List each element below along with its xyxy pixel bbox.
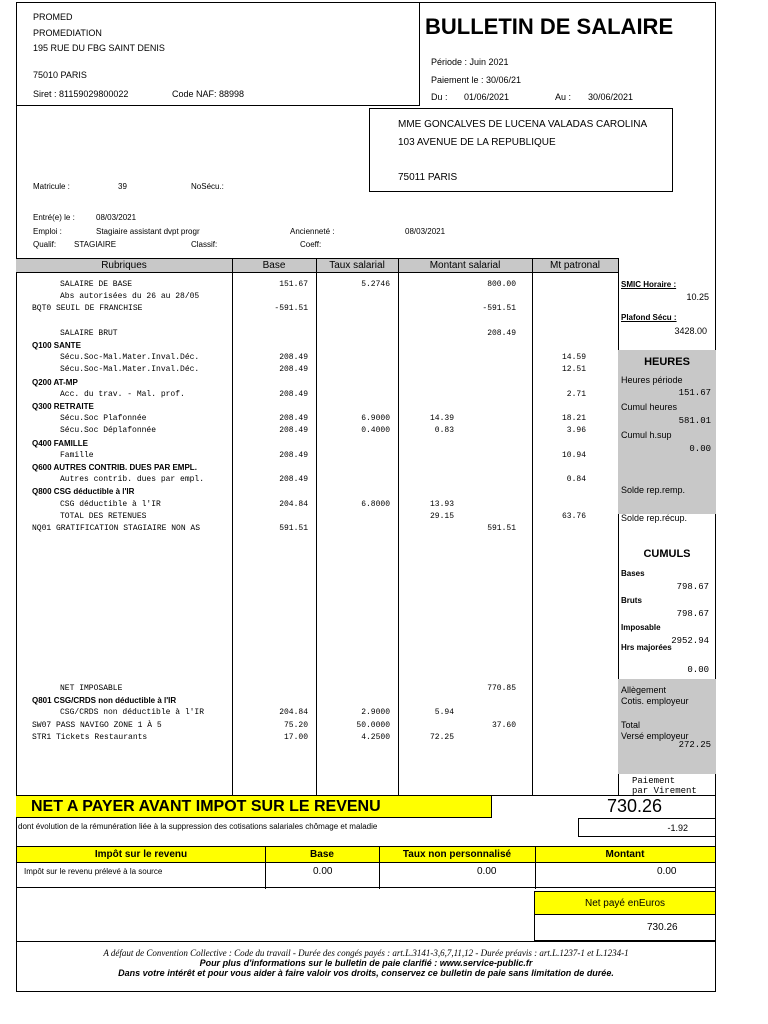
cumul-hsup-value: 0.00 xyxy=(689,444,711,454)
row-label: Q600 AUTRES CONTRIB. DUES PAR EMPL. xyxy=(32,463,197,472)
table-row xyxy=(16,390,618,402)
col-header-patronal: Mt patronal xyxy=(549,260,601,271)
row-taux: 5.2746 xyxy=(361,280,390,289)
row-label: STR1 Tickets Restaurants xyxy=(32,732,148,742)
table-row xyxy=(16,512,618,524)
employee-address-box xyxy=(369,108,673,192)
table-row xyxy=(16,378,618,390)
emploi-value: Stagiaire assistant dvpt progr xyxy=(96,227,200,236)
employee-city: 75011 PARIS xyxy=(398,172,458,183)
impot-taux: 0.00 xyxy=(477,866,497,877)
table-row xyxy=(16,317,618,329)
entree-value: 08/03/2021 xyxy=(96,213,137,222)
au-value: 30/06/2021 xyxy=(588,92,634,102)
row-label: Sécu.Soc-Mal.Mater.Inval.Déc. xyxy=(60,353,200,363)
row-base: 75.20 xyxy=(283,720,308,730)
employer-address: 195 RUE DU FBG SAINT DENIS xyxy=(33,43,165,53)
table-row xyxy=(16,353,618,365)
table-row xyxy=(16,451,618,463)
col-header-montant: Montant salarial xyxy=(429,260,501,271)
row-montant: 5.94 xyxy=(434,708,454,718)
row-base: 204.84 xyxy=(279,708,308,718)
employee-address: 103 AVENUE DE LA REPUBLIQUE xyxy=(398,137,556,148)
bulletin-header xyxy=(420,2,716,106)
footer-info: Pour plus d'informations sur le bulletin de paie clarifié : www.service-public.fr xyxy=(199,958,533,968)
table-row xyxy=(16,500,618,512)
footer-legal: A défaut de Convention Collective : Code du travail - Durée des congés payés : art.L.3141-3,6,7,11,12 - Durée préavis : art.L.1237-1 et L.1234-1 xyxy=(103,948,629,958)
row-taux: 6.9000 xyxy=(361,414,390,424)
row-label: Q300 RETRAITE xyxy=(32,402,94,411)
row-base: 208.49 xyxy=(279,353,308,363)
table-row xyxy=(16,365,618,377)
row-label: Famille xyxy=(60,450,94,460)
col-header-rubriques: Rubriques xyxy=(101,260,147,271)
impot-montant: 0.00 xyxy=(657,866,677,877)
anciennete-label: Ancienneté : xyxy=(290,227,335,236)
solde-remp-label: Solde rep.remp. xyxy=(621,485,686,495)
row-label: Q801 CSG/CRDS non déductible à l'IR xyxy=(32,696,177,706)
row-base: 591.51 xyxy=(279,524,308,533)
solde-recup-label: Solde rep.récup. xyxy=(621,513,688,523)
heures-title: HEURES xyxy=(644,356,690,368)
table-row xyxy=(16,341,618,353)
row-montant: 208.49 xyxy=(487,328,516,338)
row-taux: 2.9000 xyxy=(361,708,390,718)
employer-siret: Siret : 81159029800022 xyxy=(33,89,129,99)
row-patronal: 18.21 xyxy=(561,414,586,424)
row-base: 208.49 xyxy=(279,414,308,424)
row-taux: 50.0000 xyxy=(356,720,390,730)
row-base: 208.49 xyxy=(279,389,308,399)
imposable-value: 2952.94 xyxy=(671,636,709,646)
table-row xyxy=(16,696,618,708)
impot-base: 0.00 xyxy=(313,866,333,877)
row-label: NET IMPOSABLE xyxy=(60,684,123,693)
allegement-label: Allègement Cotis. employeur xyxy=(621,685,689,706)
evolution-label: dont évolution de la rémunération liée à la suppression des cotisations salariales chômage et maladie xyxy=(18,822,378,831)
row-label: Sécu.Soc Déplafonnée xyxy=(60,426,157,436)
main-table xyxy=(16,258,618,795)
periode: Période : Juin 2021 xyxy=(431,57,509,67)
row-label: Q100 SANTE xyxy=(32,341,81,350)
cumul-hsup-label: Cumul h.sup xyxy=(621,430,672,440)
impot-col-taux: Taux non personnalisé xyxy=(402,849,512,860)
smic-value: 10.25 xyxy=(686,292,709,302)
impot-col-base: Base xyxy=(310,849,334,860)
impot-col-label: Impôt sur le revenu xyxy=(94,849,188,860)
net-label-box xyxy=(16,796,492,818)
table-row xyxy=(16,475,618,487)
heures-periode-value: 151.67 xyxy=(678,388,711,398)
table-row xyxy=(16,304,618,316)
classif-label: Classif: xyxy=(191,240,218,249)
row-patronal: 14.59 xyxy=(561,353,586,363)
emploi-label: Emploi : xyxy=(33,227,62,236)
table-row xyxy=(16,426,618,438)
row-label: NQ01 GRATIFICATION STAGIAIRE NON AS xyxy=(32,524,201,533)
row-taux: 0.4000 xyxy=(361,426,390,436)
row-taux: 4.2500 xyxy=(361,732,390,742)
row-label: Sécu.Soc Plafonnée xyxy=(60,414,147,424)
row-base: -591.51 xyxy=(274,304,308,314)
row-label: Autres contrib. dues par empl. xyxy=(60,475,205,485)
bruts-label: Bruts xyxy=(621,596,642,605)
row-label: Sécu.Soc-Mal.Mater.Inval.Déc. xyxy=(60,365,200,375)
evolution-value: -1.92 xyxy=(667,823,688,833)
total-verse-label: Total Versé employeur xyxy=(621,720,689,741)
row-label: TOTAL DES RETENUES xyxy=(60,511,147,521)
row-montant: 0.83 xyxy=(434,426,454,436)
table-row xyxy=(16,487,618,499)
row-label: Q800 CSG déductible à l'IR xyxy=(32,487,135,497)
row-montant: 29.15 xyxy=(429,511,454,521)
net-paye-label: Net payé enEuros xyxy=(584,898,666,909)
row-patronal: 0.84 xyxy=(566,475,586,485)
row-base: 17.00 xyxy=(283,732,308,742)
impot-row-label: Impôt sur le revenu prélevé à la source xyxy=(24,867,163,876)
row-label: SALAIRE DE BASE xyxy=(60,280,133,289)
employee-name: MME GONCALVES DE LUCENA VALADAS CAROLINA xyxy=(398,119,648,130)
table-row xyxy=(16,463,618,475)
cumul-heures-label: Cumul heures xyxy=(621,402,678,412)
plafond-label: Plafond Sécu : xyxy=(621,313,677,322)
bases-label: Bases xyxy=(621,569,645,578)
row-montant: 37.60 xyxy=(491,720,516,730)
row-label: CSG/CRDS non déductible à l'IR xyxy=(60,708,205,718)
coeff-label: Coeff: xyxy=(300,240,322,249)
table-row xyxy=(16,402,618,414)
net-value: 730.26 xyxy=(606,796,662,816)
row-patronal: 10.94 xyxy=(561,450,586,460)
row-base: 208.49 xyxy=(279,426,308,436)
anciennete-value: 08/03/2021 xyxy=(405,227,446,236)
matricule-value: 39 xyxy=(118,182,127,191)
evolution-value-box xyxy=(578,818,716,837)
heures-periode-label: Heures période xyxy=(621,375,683,385)
row-montant: 72.25 xyxy=(429,732,454,742)
imposable-label: Imposable xyxy=(621,623,661,632)
employer-name-2: PROMEDIATION xyxy=(33,28,102,38)
impot-col-montant: Montant xyxy=(605,849,645,860)
matricule-label: Matricule : xyxy=(33,182,70,191)
net-paye-value: 730.26 xyxy=(647,922,678,933)
net-paye-box xyxy=(534,891,716,941)
net-label: NET A PAYER AVANT IMPOT SUR LE REVENU xyxy=(31,798,381,815)
hrs-maj-value: 0.00 xyxy=(687,665,709,675)
col-header-taux: Taux salarial xyxy=(329,260,385,271)
employer-naf: Code NAF: 88998 xyxy=(172,89,245,99)
col-header-base: Base xyxy=(262,260,286,271)
row-patronal: 63.76 xyxy=(561,511,586,521)
row-label: SW07 PASS NAVIGO ZONE 1 À 5 xyxy=(32,720,162,730)
total-verse-value: 272.25 xyxy=(678,740,711,750)
row-label: Q400 FAMILLE xyxy=(32,438,89,448)
employer-name: PROMED xyxy=(33,12,73,22)
row-base: 208.49 xyxy=(279,365,308,375)
row-label: Acc. du trav. - Mal. prof. xyxy=(60,389,185,399)
impot-table xyxy=(16,846,716,888)
employer-block xyxy=(16,2,420,106)
row-label: BQT0 SEUIL DE FRANCHISE xyxy=(32,304,143,314)
cumul-heures-value: 581.01 xyxy=(678,416,711,426)
footer-conserve: Dans votre intérêt et pour vous aider à faire valoir vos droits, conservez ce bulletin de paie sans limitation de durée. xyxy=(118,968,614,978)
row-montant: 13.93 xyxy=(429,499,454,509)
row-label: Abs autorisées du 26 au 28/05 xyxy=(60,292,200,302)
table-row xyxy=(16,292,618,304)
row-label: Q200 AT-MP xyxy=(32,377,78,387)
qualif-value: STAGIAIRE xyxy=(74,240,117,249)
paiement-date: Paiement le : 30/06/21 xyxy=(431,75,522,85)
side-panel xyxy=(618,274,716,795)
document-title: BULLETIN DE SALAIRE xyxy=(425,14,674,39)
nosecu-label: NoSécu.: xyxy=(191,182,224,191)
smic-label: SMIC Horaire : xyxy=(621,280,677,289)
row-base: 208.49 xyxy=(279,475,308,485)
du-label: Du : xyxy=(431,92,448,102)
hrs-maj-label: Hrs majorées xyxy=(621,643,672,652)
table-row xyxy=(16,708,618,720)
bruts-value: 798.67 xyxy=(676,609,709,619)
bases-value: 798.67 xyxy=(676,582,709,592)
du-value: 01/06/2021 xyxy=(464,92,510,102)
row-montant: 770.85 xyxy=(487,684,516,693)
plafond-value: 3428.00 xyxy=(674,326,707,336)
paiement-mode: Paiement par Virement xyxy=(632,776,697,796)
row-montant: 800.00 xyxy=(487,280,516,289)
employer-city: 75010 PARIS xyxy=(33,70,87,80)
table-row xyxy=(16,439,618,451)
table-row xyxy=(16,329,618,341)
row-montant: -591.51 xyxy=(482,304,516,314)
row-patronal: 12.51 xyxy=(561,365,586,375)
row-label: SALAIRE BRUT xyxy=(60,328,118,338)
row-base: 204.84 xyxy=(279,499,308,509)
table-row xyxy=(16,280,618,292)
row-montant: 591.51 xyxy=(487,524,516,533)
table-row xyxy=(16,524,618,536)
row-patronal: 3.96 xyxy=(566,426,586,436)
table-row xyxy=(16,684,618,696)
entree-label: Entré(e) le : xyxy=(33,213,75,222)
table-row xyxy=(16,414,618,426)
row-base: 208.49 xyxy=(279,450,308,460)
table-row xyxy=(16,733,618,745)
cumuls-title: CUMULS xyxy=(643,548,691,560)
row-patronal: 2.71 xyxy=(566,389,586,399)
row-montant: 14.39 xyxy=(429,414,454,424)
row-taux: 6.8000 xyxy=(361,499,390,509)
row-label: CSG déductible à l'IR xyxy=(60,499,161,509)
qualif-label: Qualif: xyxy=(33,240,57,249)
row-base: 151.67 xyxy=(279,280,308,289)
table-row xyxy=(16,721,618,733)
au-label: Au : xyxy=(555,92,572,102)
